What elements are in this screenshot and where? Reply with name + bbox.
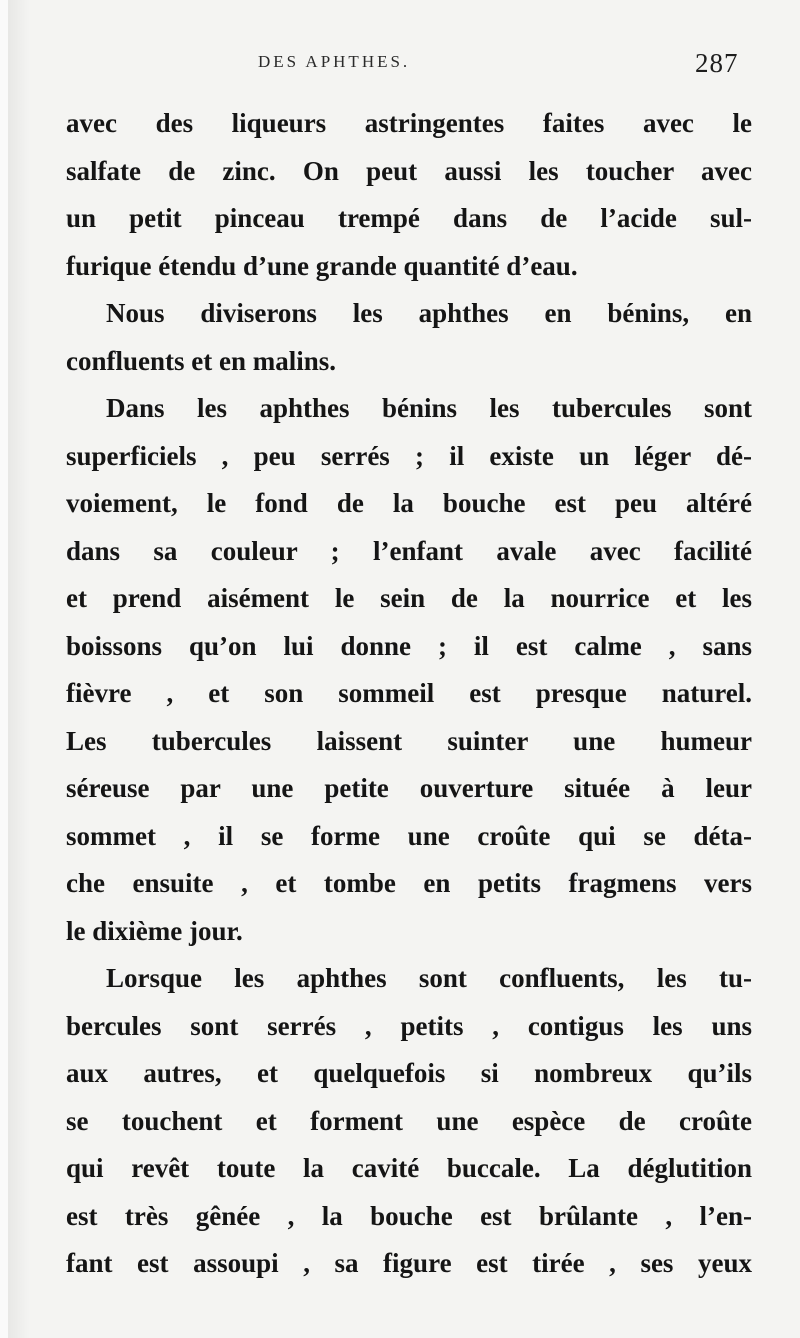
text-line: superficiels , peu serrés ; il existe un léger dé-: [66, 440, 752, 471]
text-line: Nous diviserons les aphthes en bénins, en: [106, 298, 752, 328]
text-line: sommet , il se forme une croûte qui se déta-: [66, 820, 752, 851]
running-title: DES APHTHES.: [258, 52, 411, 71]
text-line: Dans les aphthes bénins les tubercules sont: [106, 393, 752, 423]
text-line: qui revêt toute la cavité buccale. La déglutition: [66, 1153, 752, 1183]
text-line: boissons qu’on lui donne ; il est calme , sans: [66, 630, 752, 661]
body-text: [66, 100, 752, 1288]
text-line: se touchent et forment une espèce de croûte: [66, 1105, 752, 1136]
text-line: le dixième jour.: [66, 915, 243, 946]
text-line: est très gênée , la bouche est brûlante , l’en-: [66, 1200, 752, 1231]
text-line: dans sa couleur ; l’enfant avale avec facilité: [66, 535, 752, 566]
text-line: voiement, le fond de la bouche est peu altéré: [66, 488, 752, 518]
text-line: salfate de zinc. On peut aussi les toucher avec: [66, 155, 752, 186]
text-line: un petit pinceau trempé dans de l’acide sul-: [66, 203, 752, 233]
text-line: fant est assoupi , sa figure est tirée , ses yeux: [66, 1248, 752, 1278]
text-line: fièvre , et son sommeil est presque naturel.: [66, 678, 752, 708]
text-line: séreuse par une petite ouverture située à leur: [66, 773, 752, 803]
text-line: che ensuite , et tombe en petits fragmens vers: [66, 868, 752, 898]
text-line: Lorsque les aphthes sont confluents, les tu-: [106, 963, 752, 993]
text-line: furique étendu d’une grande quantité d’eau.: [66, 250, 578, 281]
text-line: confluents et en malins.: [66, 345, 336, 376]
text-line: bercules sont serrés , petits , contigus les uns: [66, 1010, 752, 1041]
page-number: 287: [695, 48, 739, 78]
text-line: aux autres, et quelquefois si nombreux qu’ils: [66, 1058, 752, 1088]
text-line: avec des liqueurs astringentes faites avec le: [66, 108, 752, 138]
text-line: et prend aisément le sein de la nourrice et les: [66, 583, 752, 613]
text-line: Les tubercules laissent suinter une humeur: [66, 725, 752, 756]
